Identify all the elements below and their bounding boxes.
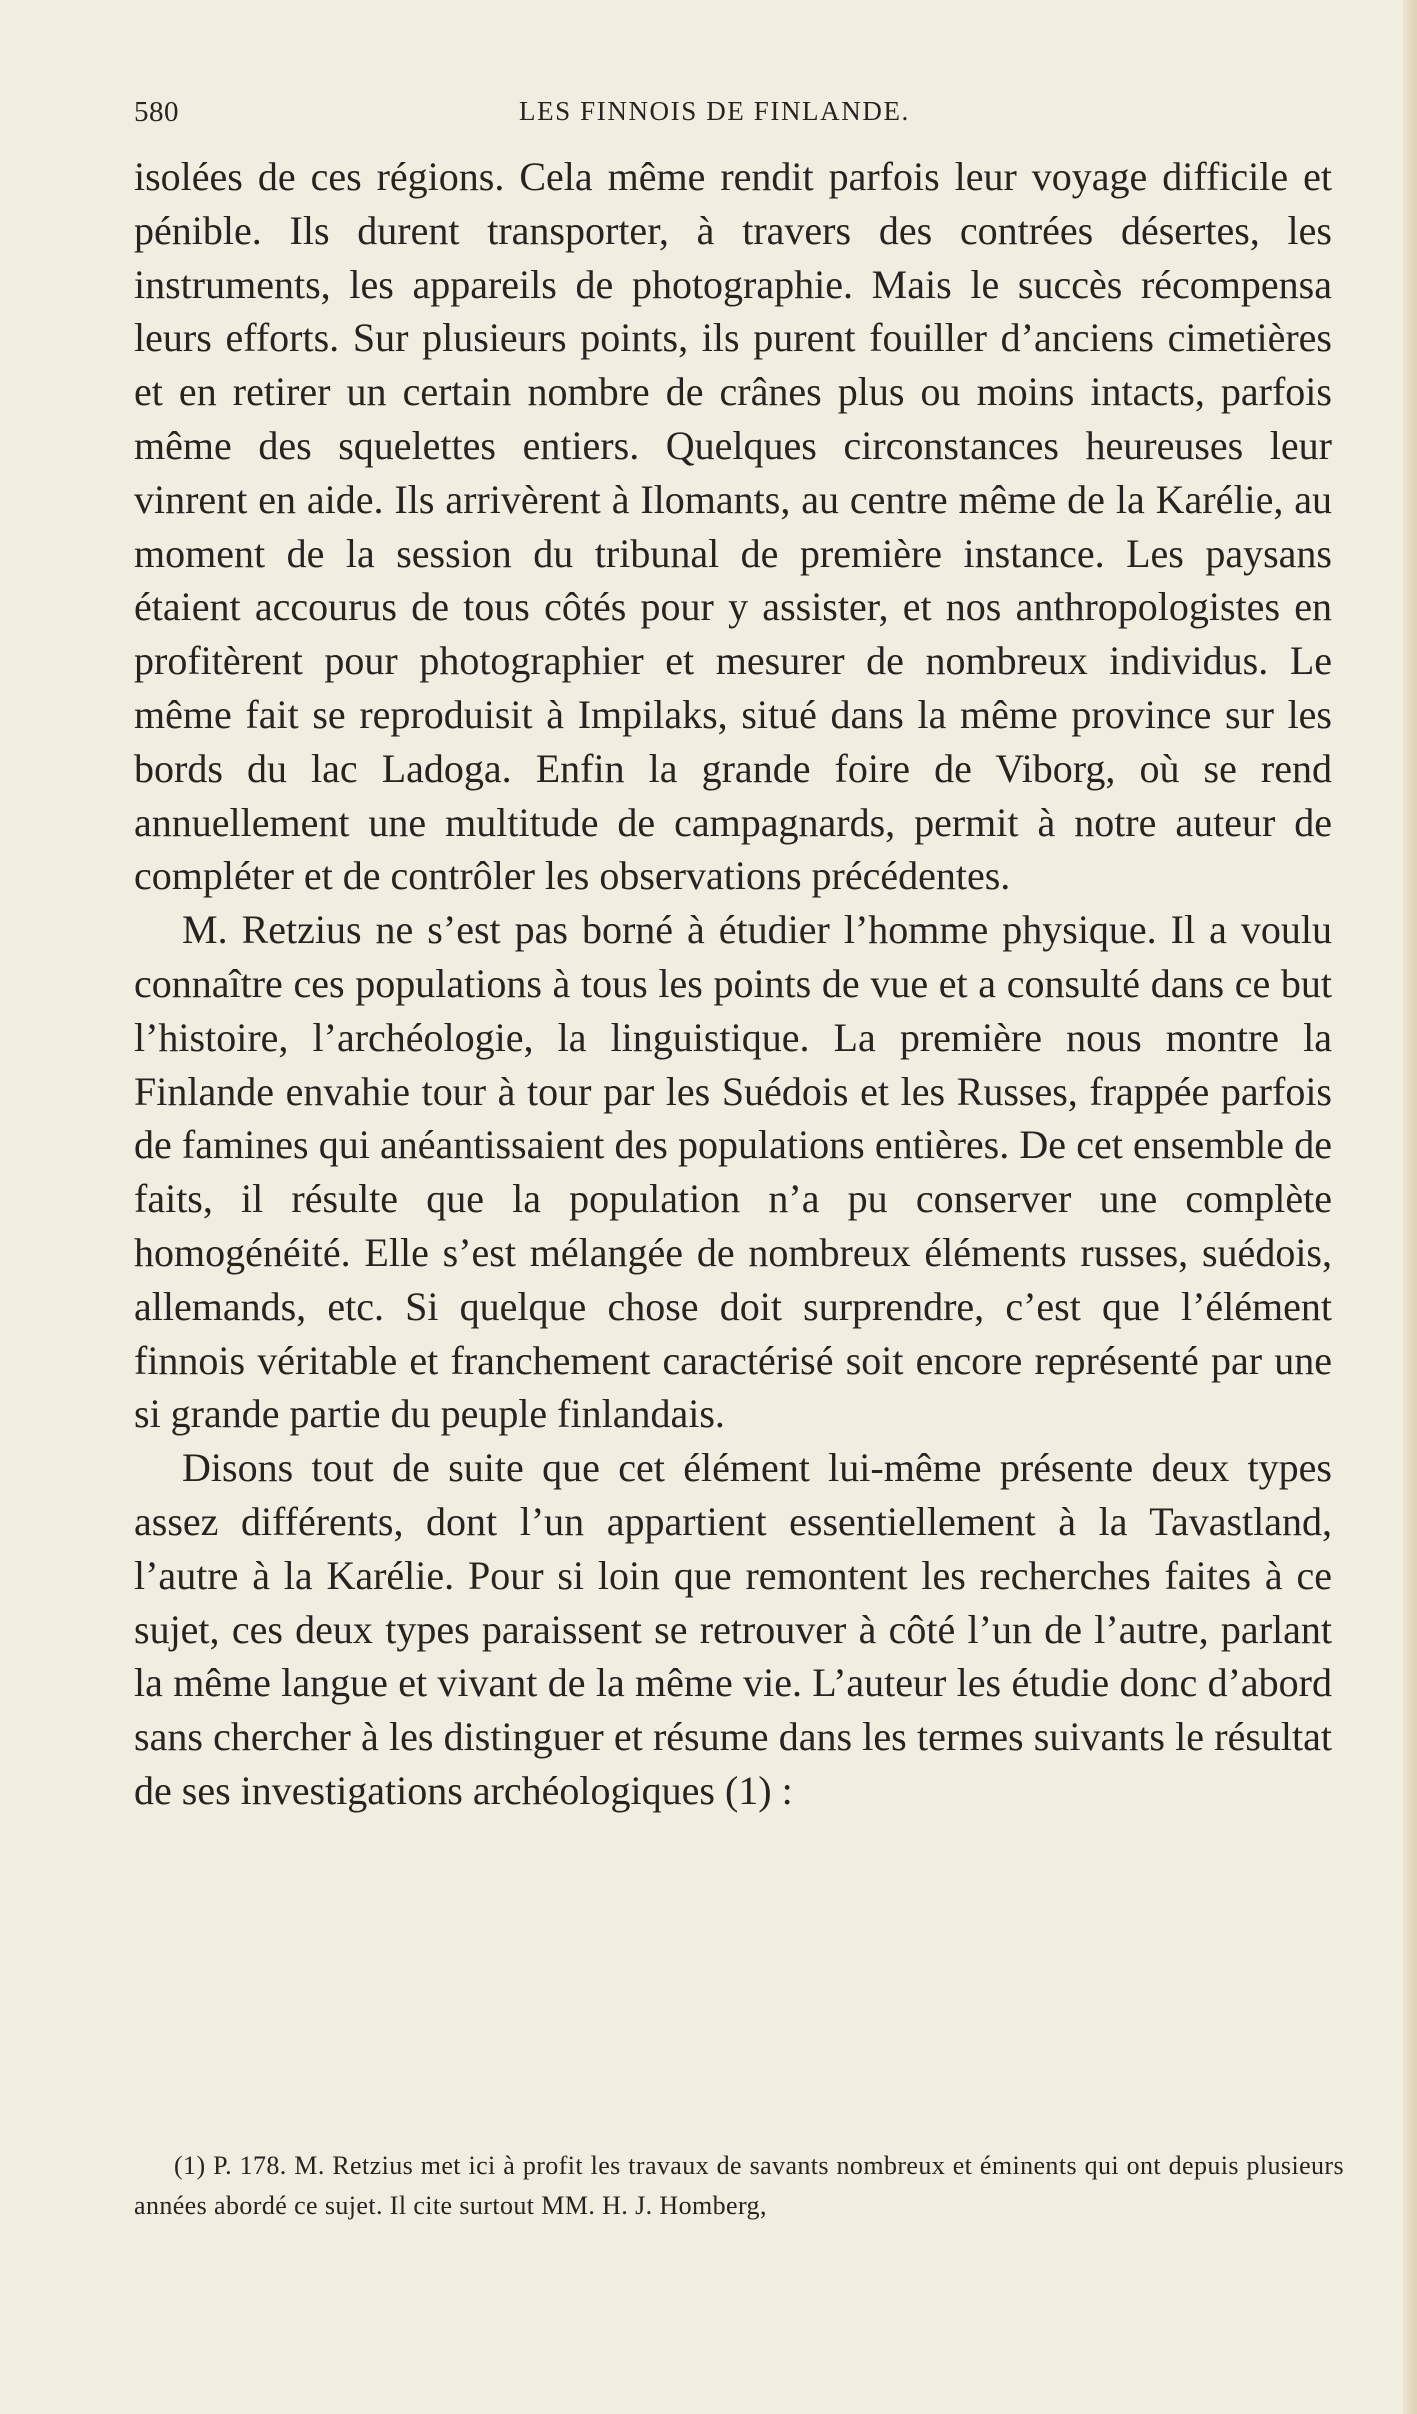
body-text — [134, 150, 1332, 1818]
paragraph-3: Disons tout de suite que cet élément lui-même présente deux types assez différents, dont l’un appartient essentiellement à la Tavastland, l’autre à la Karélie. Pour si loin que remontent les recherches faites à ce sujet, ces deux types paraissent se retrouver à côté l’un de l’autre, parlant la même langue et vivant de la même vie. L’auteur les étudie donc d’abord sans chercher à les distinguer et résume dans les termes suivants le résultat de ses investigations archéologiques (1) : — [134, 1445, 1332, 1813]
paragraph-1: isolées de ces régions. Cela même rendit parfois leur voyage difficile et pénible. Ils durent transporter, à travers des contrées désertes, les instruments, les appareils de photographie. Mais le succès récompensa leurs efforts. Sur plusieurs points, ils purent fouiller d’anciens cimetières et en retirer un certain nombre de crânes plus ou moins intacts, parfois même des squelettes entiers. Quelques circonstances heureuses leur vinrent en aide. Ils arrivèrent à Ilomants, au centre même de la Karélie, au moment de la session du tribunal de première instance. Les paysans étaient accourus de tous côtés pour y assister, et nos anthropologistes en profitèrent pour photographier et mesurer de nombreux individus. Le même fait se reproduisit à Impilaks, situé dans la même province sur les bords du lac Ladoga. Enfin la grande foire de Viborg, où se rend annuellement une multitude de campagnards, permit à notre auteur de compléter et de contrôler les observations précédentes. — [134, 154, 1332, 899]
running-title: LES FINNOIS DE FINLANDE. — [519, 96, 910, 126]
footnotes — [134, 2146, 1344, 2226]
running-head — [134, 96, 1344, 136]
paragraph-2: M. Retzius ne s’est pas borné à étudier l’homme physique. Il a voulu connaître ces populations à tous les points de vue et a consulté dans ce but l’histoire, l’archéologie, la linguistique. La première nous montre la Finlande envahie tour à tour par les Suédois et les Russes, frappée parfois de famines qui anéantissaient des populations entières. De cet ensemble de faits, il résulte que la population n’a pu conserver une complète homogénéité. Elle s’est mélangée de nombreux éléments russes, suédois, allemands, etc. Si quelque chose doit surprendre, c’est que l’élément finnois véritable et franchement caractérisé soit encore représenté par une si grande partie du peuple finlandais. — [134, 907, 1332, 1437]
page-number: 580 — [134, 96, 179, 128]
footnote-1: (1) P. 178. M. Retzius met ici à profit les travaux de savants nombreux et éminents qui ont depuis plusieurs années abordé ce sujet. Il cite surtout MM. H. J. Homberg, — [134, 2151, 1344, 2220]
page-edge — [1403, 0, 1417, 2414]
